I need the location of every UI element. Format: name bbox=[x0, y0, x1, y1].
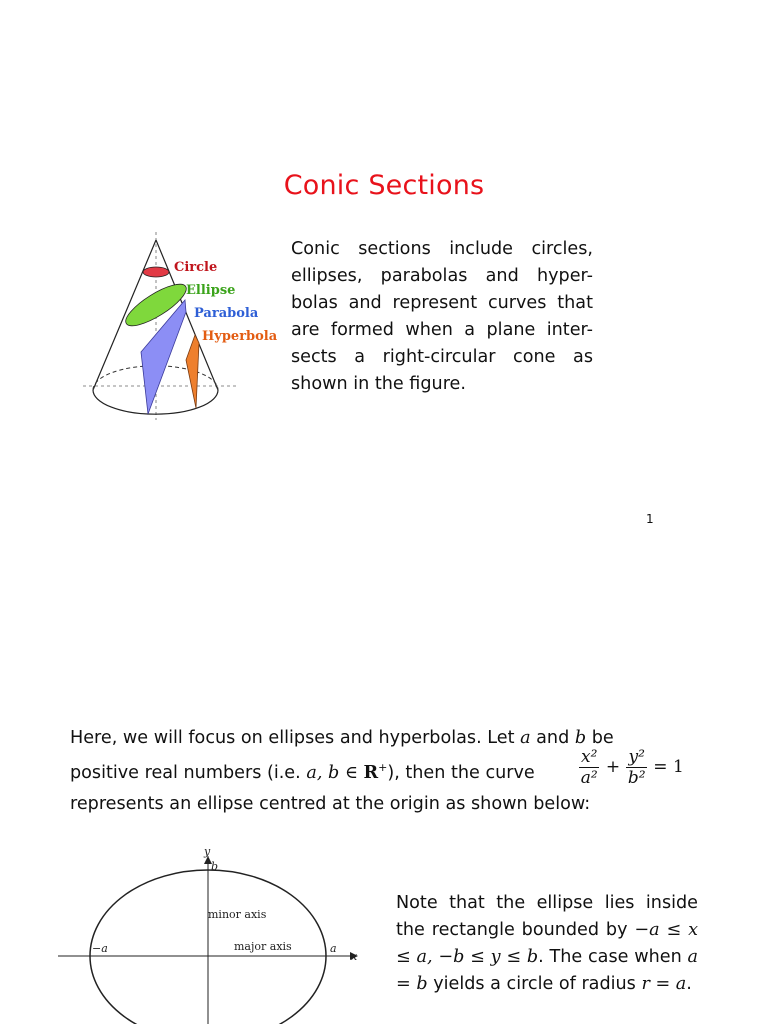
y-label: y bbox=[204, 845, 211, 858]
ellipse-label: Ellipse bbox=[186, 283, 236, 298]
circle-label: Circle bbox=[174, 260, 218, 275]
parabola-label: Parabola bbox=[194, 306, 259, 321]
ellipse-figure bbox=[50, 842, 380, 1024]
cone-figure bbox=[78, 232, 278, 422]
neg-a-label: −a bbox=[92, 942, 108, 955]
hyperbola-section bbox=[186, 335, 199, 408]
body-line-2: positive real numbers (i.e. a, b ∈ R+), then the curve $\frac{\text{x²}}{\text{a²}}$ + $\frac{\text{y²}}{\text{b²}}$ = 1 bbox=[70, 747, 684, 788]
body-line-3: represents an ellipse centred at the origin as shown below: bbox=[70, 794, 591, 814]
x-label: x bbox=[351, 950, 358, 963]
page-title: Conic Sections bbox=[283, 170, 485, 201]
body-line-1: Here, we will focus on ellipses and hyperbolas. Let a and b be bbox=[70, 728, 614, 748]
page-number: 1 bbox=[646, 512, 654, 526]
b-label: b bbox=[211, 860, 219, 873]
note-paragraph: Note that the ellipse lies inside the rectangle bounded by −a ≤ x ≤ a, −b ≤ y ≤ b. The case when a = b yields a circle of radius r = a. bbox=[396, 893, 699, 994]
equation: $\frac{\text{x²}}{\text{a²}}$ + $\frac{\text{y²}}{\text{b²}}$ = 1 bbox=[580, 747, 684, 788]
circle-section bbox=[143, 267, 169, 277]
hyperbola-label: Hyperbola bbox=[202, 329, 278, 344]
a-label: a bbox=[330, 942, 337, 955]
intro-paragraph: Conic sections include circles, ellipses, parabolas and hyper-bolas and represent curves that are formed when a plane inter-sects a right-circular cone as shown in the figure. bbox=[291, 239, 593, 394]
major-axis-label: major axis bbox=[234, 940, 292, 953]
minor-axis-label: minor axis bbox=[208, 908, 267, 921]
